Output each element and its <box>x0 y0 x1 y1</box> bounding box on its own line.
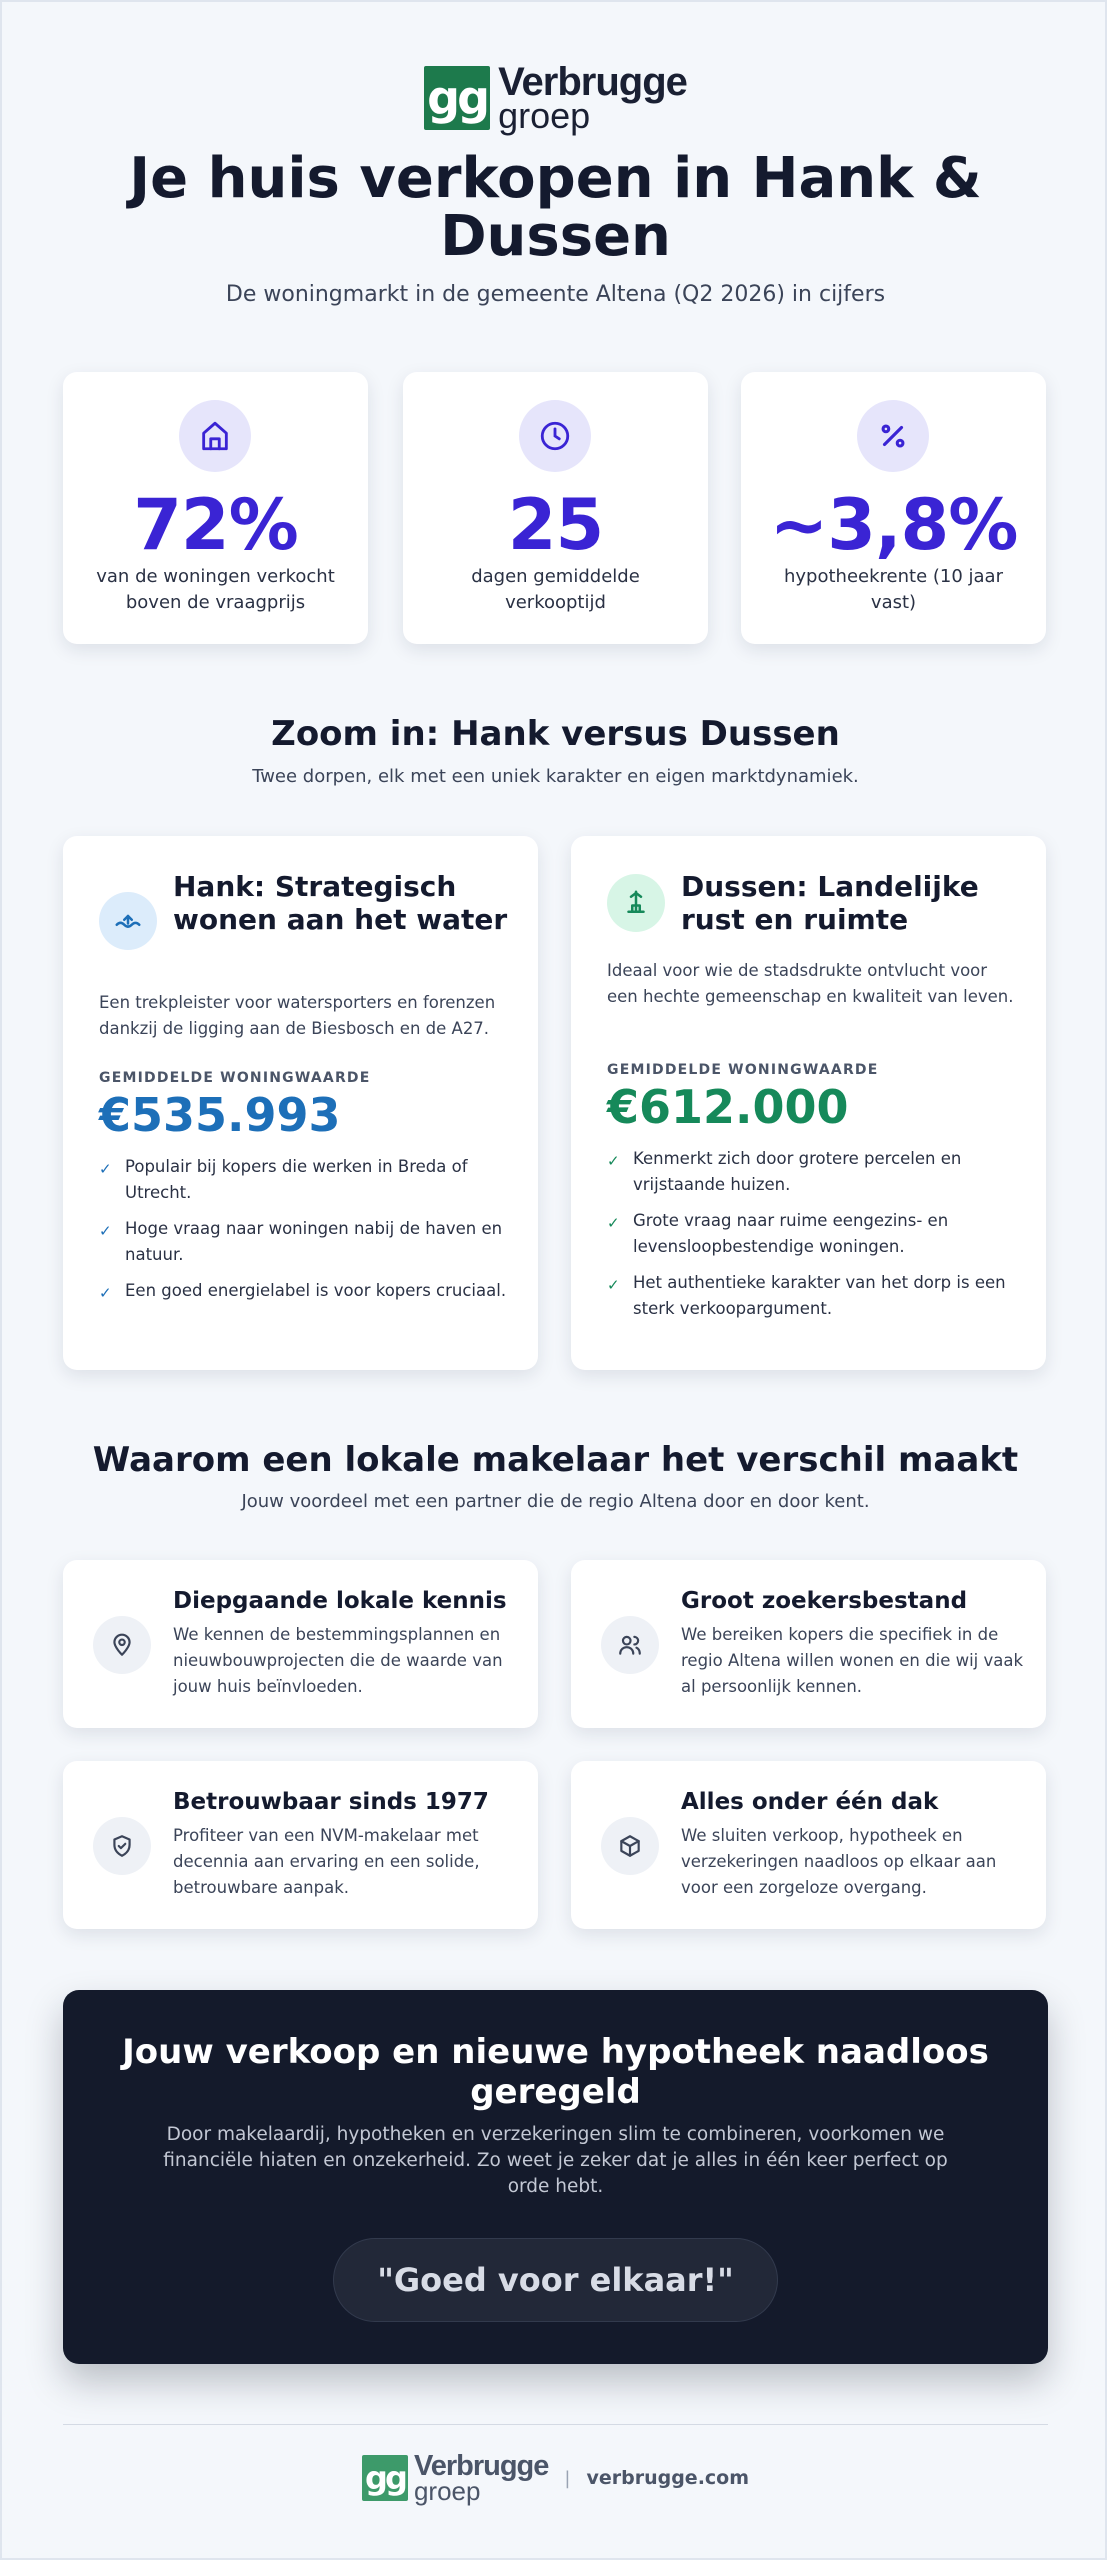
feature-title: Alles onder één dak <box>681 1789 939 1815</box>
check-icon: ✓ <box>99 1222 112 1240</box>
section-subtitle-why: Jouw voordeel met een partner die de regio Altena door en door kent. <box>241 1491 870 1512</box>
section-subtitle-zoom: Twee dorpen, elk met een uniek karakter en eigen marktdynamiek. <box>252 766 859 787</box>
page-title: Je huis verkopen in Hank & Dussen <box>129 146 982 269</box>
logo-name: Verbrugge <box>413 2450 549 2482</box>
logo-name: Verbrugge <box>498 60 687 104</box>
list-item: ✓ Hoge vraag naar woningen nabij de haven en natuur. <box>99 1219 503 1264</box>
stat-label: van de woningen verkocht boven de vraagprijs <box>96 566 335 613</box>
logo-sub: groep <box>498 95 591 136</box>
feature-title: Diepgaande lokale kennis <box>173 1588 507 1614</box>
house-icon <box>179 400 251 472</box>
feature-card-reliable <box>63 1761 538 1929</box>
list-item: ✓ Het authentieke karakter van het dorp is een sterk verkoopargument. <box>607 1273 1006 1318</box>
check-icon: ✓ <box>607 1214 620 1232</box>
footer-website-link[interactable]: verbrugge.com <box>586 2467 750 2489</box>
feature-card-local-knowledge <box>63 1560 538 1728</box>
shield-check-icon <box>93 1817 151 1875</box>
check-icon: ✓ <box>99 1284 112 1302</box>
location-pin-icon <box>93 1616 151 1674</box>
price-kicker: GEMIDDELDE WONINGWAARDE <box>99 1070 371 1086</box>
bullet-list <box>607 1146 1027 1332</box>
page-subtitle: De woningmarkt in de gemeente Altena (Q2 2026) in cijfers <box>225 282 886 307</box>
footer <box>2 2452 1107 2504</box>
box-icon <box>601 1817 659 1875</box>
list-item: ✓ Populair bij kopers die werken in Breda of Utrecht. <box>99 1157 468 1202</box>
feature-card-buyer-database <box>571 1560 1046 1728</box>
logo-mark: gg <box>362 2455 408 2501</box>
footer-separator: | <box>564 2467 571 2489</box>
stat-label: dagen gemiddelde verkooptijd <box>471 566 640 613</box>
percent-icon <box>857 400 929 472</box>
cta-title: Jouw verkoop en nieuwe hypotheek naadloos geregeld <box>122 2032 989 2112</box>
village-card-hank <box>63 836 538 1370</box>
verbrugge-logo[interactable] <box>2 62 1107 134</box>
village-card-dussen <box>571 836 1046 1370</box>
feature-description: We kennen de bestemmingsplannen en nieuwbouwprojecten die de waarde van jouw huis beïnvloeden. <box>173 1625 503 1696</box>
users-icon <box>601 1616 659 1674</box>
village-description: Een trekpleister voor watersporters en forenzen dankzij de ligging aan de Biesbosch en de A27. <box>99 993 496 1038</box>
stat-label: hypotheekrente (10 jaar vast) <box>784 566 1003 613</box>
logo-mark: gg <box>424 66 490 130</box>
logo-sub: groep <box>413 2476 481 2506</box>
average-price: €535.993 <box>99 1088 341 1142</box>
average-price: €612.000 <box>607 1080 849 1134</box>
section-title-why: Waarom een lokale makelaar het verschil maakt <box>92 1440 1019 1480</box>
stat-value: 72% <box>133 484 298 566</box>
tree-icon <box>607 874 665 932</box>
water-icon <box>99 892 157 950</box>
feature-description: Profiteer van een NVM-makelaar met decennia aan ervaring en een solide, betrouwbare aanpak. <box>173 1826 480 1897</box>
bullet-list <box>99 1154 519 1314</box>
cta-text: Door makelaardij, hypotheken en verzekeringen slim te combineren, voorkomen we financiële hiaten en onzekerheid. Zo weet je zeker dat je alles in één keer perfect op orde hebt. <box>163 2124 948 2197</box>
feature-description: We sluiten verkoop, hypotheek en verzekeringen naadloos op elkaar aan voor een zorgeloze overgang. <box>681 1826 997 1897</box>
cta-button[interactable]: "Goed voor elkaar!" <box>333 2238 778 2322</box>
village-description: Ideaal voor wie de stadsdrukte ontvlucht voor een hechte gemeenschap en kwaliteit van leven. <box>607 961 1014 1006</box>
stat-value: 25 <box>507 484 604 566</box>
feature-description: We bereiken kopers die specifiek in de regio Altena willen wonen en die wij vaak al persoonlijk kennen. <box>681 1625 1024 1696</box>
section-title-zoom: Zoom in: Hank versus Dussen <box>271 714 840 754</box>
cta-panel <box>63 1990 1048 2364</box>
check-icon: ✓ <box>607 1152 620 1170</box>
feature-title: Groot zoekersbestand <box>681 1588 968 1614</box>
stat-card-mortgage-rate <box>741 372 1046 644</box>
feature-title: Betrouwbaar sinds 1977 <box>173 1789 489 1815</box>
list-item: ✓ Kenmerkt zich door grotere percelen en vrijstaande huizen. <box>607 1149 962 1194</box>
list-item: ✓ Grote vraag naar ruime eengezins- en levensloopbestendige woningen. <box>607 1211 949 1256</box>
footer-divider <box>63 2424 1048 2425</box>
village-title: Dussen: Landelijke rust en ruimte <box>681 870 979 936</box>
stat-value: ~3,8% <box>769 484 1018 566</box>
footer-logo[interactable] <box>362 2452 548 2504</box>
stat-card-sale-time <box>403 372 708 644</box>
price-kicker: GEMIDDELDE WONINGWAARDE <box>607 1062 879 1078</box>
clock-icon <box>519 400 591 472</box>
feature-card-one-roof <box>571 1761 1046 1929</box>
village-title: Hank: Strategisch wonen aan het water <box>173 870 508 936</box>
check-icon: ✓ <box>99 1160 112 1178</box>
stat-card-over-asking <box>63 372 368 644</box>
list-item: ✓ Een goed energielabel is voor kopers cruciaal. <box>99 1278 519 1304</box>
check-icon: ✓ <box>607 1276 620 1294</box>
